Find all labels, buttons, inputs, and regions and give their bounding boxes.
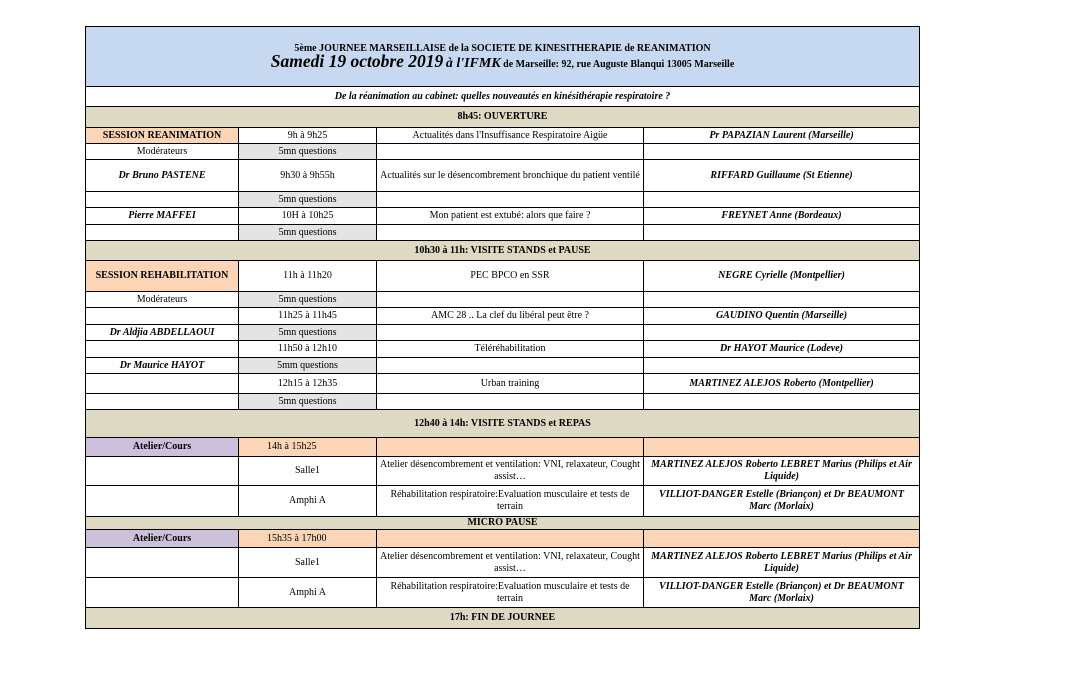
questions-row: [86, 192, 920, 208]
talk-title: Actualités sur le désencombrement bronchique du patient ventilé: [377, 160, 644, 192]
talk-time: 9h à 9h25: [239, 128, 377, 144]
workshop-label: Atelier/Cours: [86, 530, 239, 548]
talk-title: Téléréhabilitation: [377, 341, 644, 358]
workshop-label: Atelier/Cours: [86, 438, 239, 457]
event-title: 5ème JOURNEE MARSEILLAISE de la SOCIETE DE KINESITHERAPIE de REANIMATION: [294, 42, 711, 54]
talk-time: 11h25 à 11h45: [239, 308, 377, 325]
talk-time: 11h à 11h20: [239, 261, 377, 292]
workshop1-room2-row: [86, 486, 920, 517]
header-row: [86, 27, 920, 87]
talk-speaker: MARTINEZ ALEJOS Roberto (Montpellier): [644, 374, 920, 394]
opening-text: 8h45: OUVERTURE: [86, 107, 920, 128]
session2-talk3-row: [86, 341, 920, 358]
workshop-title: Réhabilitation respiratoire:Evaluation musculaire et tests de terrain: [377, 486, 644, 517]
room-name: Amphi A: [239, 578, 377, 608]
questions-row: [86, 358, 920, 374]
questions-label: 5mn questions: [239, 144, 377, 160]
end-band: [86, 608, 920, 629]
talk-title: AMC 28 .. La clef du libéral peut être ?: [377, 308, 644, 325]
questions-label: 5mm questions: [239, 358, 377, 374]
talk-title: Mon patient est extubé: alors que faire ?: [377, 208, 644, 225]
room-name: Amphi A: [239, 486, 377, 517]
workshop-speaker: MARTINEZ ALEJOS Roberto LEBRET Marius (Philips et Air Liquide): [644, 548, 920, 578]
questions-row: [86, 144, 920, 160]
session1-title: SESSION REANIMATION: [86, 128, 239, 144]
workshop1-room1-row: [86, 457, 920, 486]
session2-title: SESSION REHABILITATION: [86, 261, 239, 292]
workshop-speaker: MARTINEZ ALEJOS Roberto LEBRET Marius (Philips et Air Liquide): [644, 457, 920, 486]
event-date: Samedi 19 octobre 2019: [270, 50, 444, 71]
venue-prefix: à l'IFMK: [445, 55, 501, 71]
workshop-title: Réhabilitation respiratoire:Evaluation musculaire et tests de terrain: [377, 578, 644, 608]
micro-pause-band: [86, 517, 920, 530]
opening-band: [86, 107, 920, 128]
talk-speaker: GAUDINO Quentin (Marseille): [644, 308, 920, 325]
talk-speaker: RIFFARD Guillaume (St Etienne): [644, 160, 920, 192]
questions-label: 5mn questions: [239, 225, 377, 241]
talk-speaker: Pr PAPAZIAN Laurent (Marseille): [644, 128, 920, 144]
workshop-title: Atelier désencombrement et ventilation: VNI, relaxateur, Cought assist…: [377, 457, 644, 486]
moderator-name: Dr Maurice HAYOT: [86, 358, 239, 374]
moderators-label: Modérateurs: [86, 144, 239, 160]
workshop-speaker: VILLIOT-DANGER Estelle (Briançon) et Dr BEAUMONT Marc (Morlaix): [644, 578, 920, 608]
room-name: Salle1: [239, 457, 377, 486]
lunch-band: [86, 410, 920, 438]
questions-label: 5mn questions: [239, 192, 377, 208]
session2-talk1-row: [86, 261, 920, 292]
talk-title: Urban training: [377, 374, 644, 394]
questions-label: 5mn questions: [239, 325, 377, 341]
room-name: Salle1: [239, 548, 377, 578]
talk-speaker: Dr HAYOT Maurice (Lodeve): [644, 341, 920, 358]
talk-time: 11h50 à 12h10: [239, 341, 377, 358]
venue-address: de Marseille: 92, rue Auguste Blanqui 13005 Marseille: [503, 58, 735, 70]
header-cell: [86, 27, 920, 87]
session2-talk4-row: [86, 374, 920, 394]
talk-time: 10H à 10h25: [239, 208, 377, 225]
session1-talk3-row: [86, 208, 920, 225]
workshop-time: 14h à 15h25: [239, 438, 377, 457]
talk-title: PEC BPCO en SSR: [377, 261, 644, 292]
workshop1-header-row: [86, 438, 920, 457]
questions-row: [86, 292, 920, 308]
theme-text: De la réanimation au cabinet: quelles nouveautés en kinésithérapie respiratoire ?: [86, 87, 920, 107]
talk-time: 9h30 à 9h55h: [239, 160, 377, 192]
pause-band: [86, 241, 920, 261]
lunch-text: 12h40 à 14h: VISITE STANDS et REPAS: [86, 410, 920, 438]
workshop-title: Atelier désencombrement et ventilation: VNI, relaxateur, Cought assist…: [377, 548, 644, 578]
questions-row: [86, 225, 920, 241]
pause-text: 10h30 à 11h: VISITE STANDS et PAUSE: [86, 241, 920, 261]
session1-talk1-row: [86, 128, 920, 144]
workshop2-header-row: [86, 530, 920, 548]
micro-pause-text: MICRO PAUSE: [86, 517, 920, 530]
workshop2-room1-row: [86, 548, 920, 578]
talk-speaker: NEGRE Cyrielle (Montpellier): [644, 261, 920, 292]
talk-time: 12h15 à 12h35: [239, 374, 377, 394]
talk-speaker: FREYNET Anne (Bordeaux): [644, 208, 920, 225]
event-date-venue: [89, 50, 916, 71]
session1-talk2-row: [86, 160, 920, 192]
workshop-speaker: VILLIOT-DANGER Estelle (Briançon) et Dr BEAUMONT Marc (Morlaix): [644, 486, 920, 517]
questions-label: 5mn questions: [239, 292, 377, 308]
session2-talk2-row: [86, 308, 920, 325]
workshop2-room2-row: [86, 578, 920, 608]
moderator-name: Dr Aldjia ABDELLAOUI: [86, 325, 239, 341]
moderator-name: Dr Bruno PASTENE: [86, 160, 239, 192]
end-text: 17h: FIN DE JOURNEE: [86, 608, 920, 629]
questions-label: 5mn questions: [239, 394, 377, 410]
moderator-name: Pierre MAFFEI: [86, 208, 239, 225]
program-table: [85, 26, 920, 629]
questions-row: [86, 325, 920, 341]
theme-row: [86, 87, 920, 107]
talk-title: Actualités dans l'Insuffisance Respiratoire Aigüe: [377, 128, 644, 144]
moderators-label: Modérateurs: [86, 292, 239, 308]
workshop-time: 15h35 à 17h00: [239, 530, 377, 548]
questions-row: [86, 394, 920, 410]
